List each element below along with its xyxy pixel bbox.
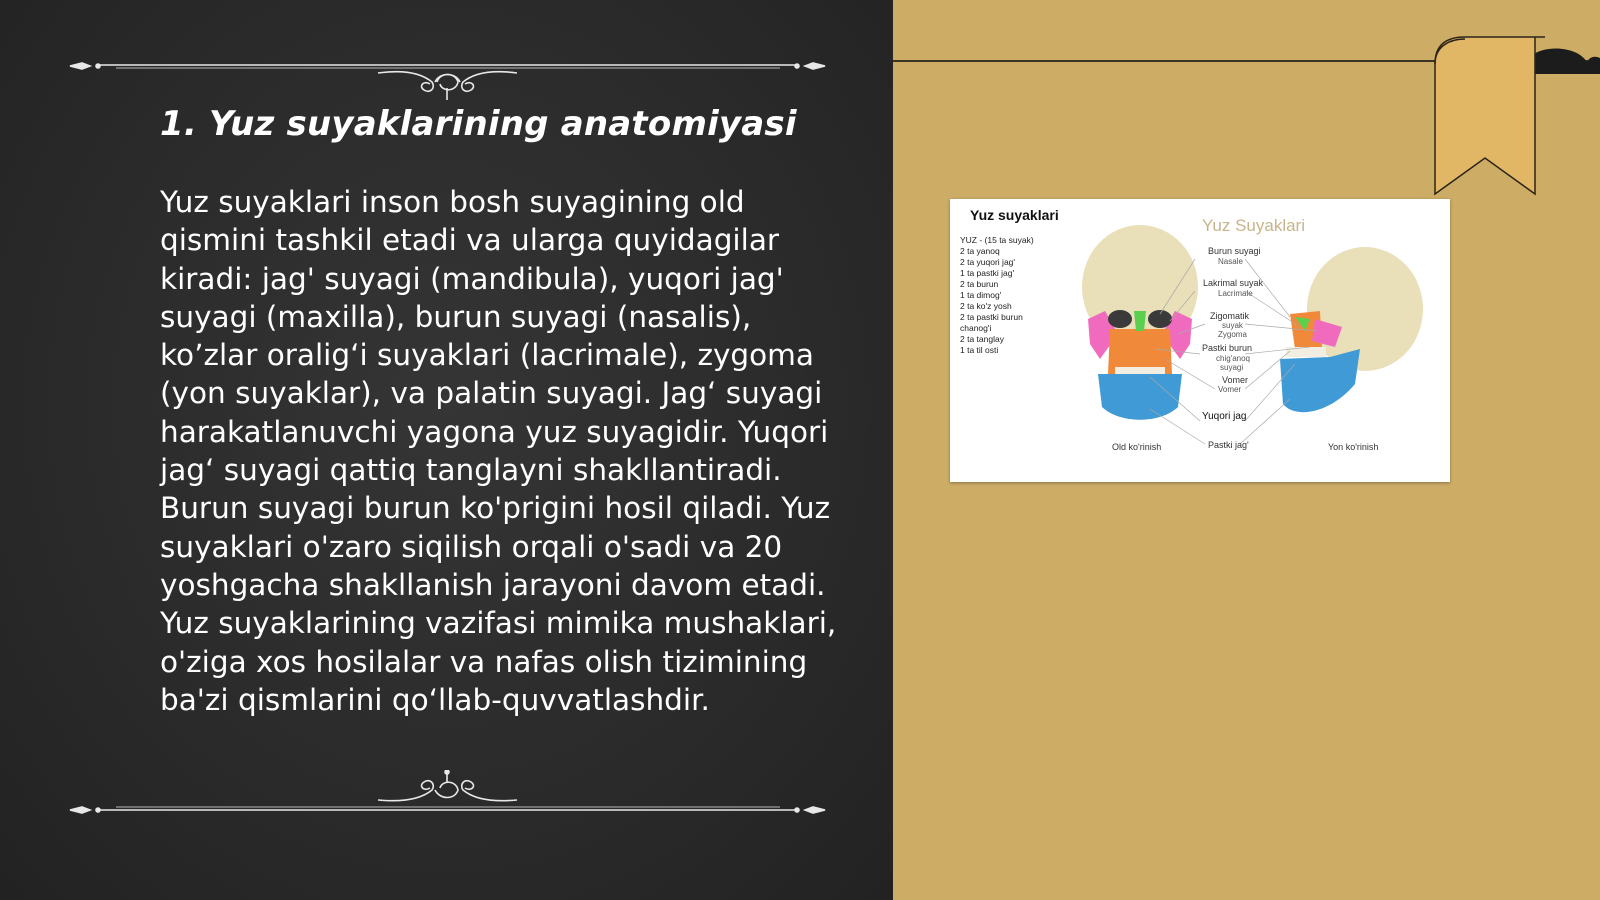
legend-item: 2 ta burun — [960, 279, 999, 289]
legend-item: 2 ta yuqori jag' — [960, 257, 1016, 267]
sublabel-pastki-burun-2: suyagi — [1220, 363, 1244, 372]
sublabel-vomer: Vomer — [1218, 385, 1242, 394]
legend-item: chanog'i — [960, 323, 992, 333]
slide-body-text: Yuz suyaklari inson bosh suyagining old qismini tashkil etadi va ularga quyidagilar kiradi: jag' suyagi (mandibula), yuqori jag' suyagi (maxilla), burun suyagi (nasalis), ko’zlar oralig‘i suyaklari (lacrimale), zygoma (yon suyaklar), va palatin suyagi. Jag‘ suyagi harakatlanuvchi yagona yuz suyagidir. Yuqori jag‘ suyagi qattiq tanglayni shakllantiradi. Burun suyagi burun ko'prigini hosil qiladi. Yuz suyaklari o'zaro siqilish orqali o'sadi va 20 yoshgacha shakllanish jarayoni davom etadi. Yuz suyaklarining vazifasi mimika mushaklari, o'ziga xos hosilalar va nafas olish tizimining ba'zi qismlarini qo‘llab-quvvatlashdir. — [160, 185, 837, 717]
slide-title: 1. Yuz suyaklarining anatomiyasi — [160, 104, 797, 144]
figure-title: Yuz Suyaklari — [1202, 216, 1305, 235]
label-zigomatik: Zigomatik — [1210, 311, 1250, 321]
label-lakrimal: Lakrimal suyak — [1203, 278, 1264, 288]
sublabel-lakrimal: Lacrimale — [1218, 289, 1253, 298]
legend-item: 1 ta dimog' — [960, 290, 1002, 300]
label-yuqori-jag: Yuqori jag — [1202, 411, 1247, 422]
label-vomer: Vomer — [1222, 375, 1249, 385]
legend-item: 2 ta pastki burun — [960, 312, 1023, 322]
legend-item: 1 ta pastki jag' — [960, 268, 1015, 278]
legend-item: 2 ta ko'z yosh — [960, 301, 1012, 311]
label-old-view: Old ko'rinish — [1112, 442, 1162, 452]
front-skull — [1082, 225, 1198, 420]
legend-item: 1 ta til osti — [960, 345, 999, 355]
sublabel-burun: Nasale — [1218, 257, 1243, 266]
skull-figure — [950, 199, 1450, 482]
top-ornament — [60, 40, 835, 100]
label-side-view: Yon ko'rinish — [1328, 442, 1379, 452]
sublabel-zigomatik-2: Zygoma — [1218, 330, 1247, 339]
legend-item: 2 ta yanoq — [960, 246, 1000, 256]
bottom-ornament — [60, 770, 835, 830]
label-pastki-burun: Pastki burun — [1202, 343, 1253, 353]
legend-item: YUZ - (15 ta suyak) — [960, 235, 1034, 245]
figure-legend — [960, 235, 1080, 356]
sublabel-zigomatik-1: suyak — [1222, 321, 1243, 330]
bookmark-ribbon — [1425, 34, 1600, 204]
label-pastki-jag: Pastki jag' — [1208, 440, 1249, 450]
legend-item: 2 ta tanglay — [960, 334, 1004, 344]
figure-heading: Yuz suyaklari — [970, 207, 1059, 223]
sublabel-pastki-burun-1: chig'anoq — [1216, 354, 1250, 363]
label-burun: Burun suyagi — [1208, 246, 1261, 256]
